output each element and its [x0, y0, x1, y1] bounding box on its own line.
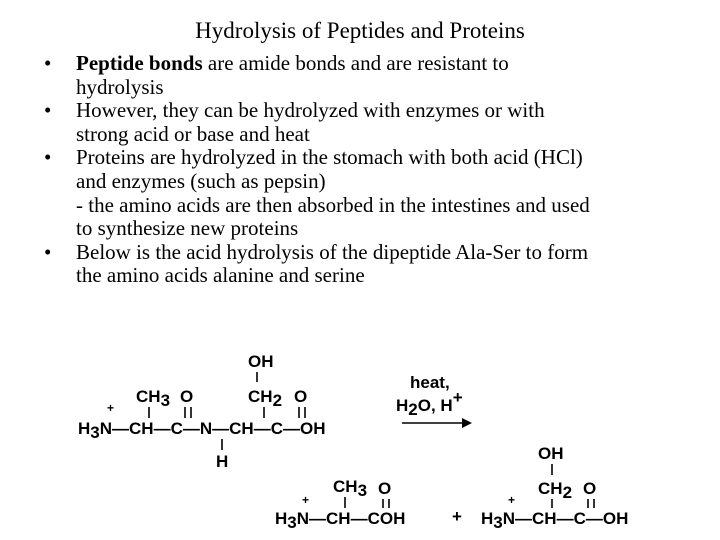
bullet-continuation: and enzymes (such as pepsin) [76, 168, 326, 193]
bullet-text: Below is the acid hydrolysis of the dipeptide Ala-Ser to form [76, 239, 589, 264]
bullet-text: However, they can be hydrolyzed with enzymes or with [76, 98, 545, 123]
bullet-bold-term: Peptide bonds [76, 51, 203, 75]
carbonyl-oxygen-label: O [180, 387, 194, 406]
carbonyl-oxygen-label: O [294, 387, 308, 406]
bullet-continuation: - the amino acids are then absorbed in the intestines and used [76, 192, 590, 217]
bullet-dot: • [44, 98, 52, 123]
reaction-conditions [396, 373, 472, 428]
plus-sign: + [452, 507, 462, 526]
carbonyl-oxygen-label: O [378, 479, 392, 498]
bullet-dot: • [44, 145, 52, 170]
ch2-group-label: CH2 [248, 387, 283, 410]
positive-charge: + [508, 493, 516, 507]
bullet-text: are amide bonds and are resistant to [202, 51, 509, 75]
dipeptide-structure [78, 352, 325, 471]
heat-label: heat, [410, 373, 450, 392]
serine-structure [481, 444, 628, 532]
amino-terminal-label: H3N—CH—C—OH [481, 509, 629, 532]
amino-terminal-label: H3N—CH—C—N—CH—C—OH [78, 419, 326, 442]
bullet-continuation: to synthesize new proteins [76, 216, 299, 241]
ch3-group-label: CH3 [333, 477, 368, 500]
bullet-continuation: strong acid or base and heat [76, 121, 310, 146]
positive-charge: + [302, 493, 310, 507]
bullet-continuation: hydrolysis [76, 74, 164, 99]
oh-group-label: OH [538, 444, 564, 463]
positive-charge: + [107, 401, 115, 415]
bullet-continuation: the amino acids alanine and serine [76, 263, 365, 288]
bullet-text: Proteins are hydrolyzed in the stomach with both acid (HCl) [76, 145, 583, 170]
ch2-group-label: CH2 [538, 479, 573, 502]
water-acid-label: H2O, H+ [396, 388, 463, 419]
amide-hydrogen-label: H [216, 452, 229, 471]
amino-terminal-label: H3N—CH—COH [275, 509, 406, 532]
alanine-structure [275, 477, 405, 532]
bullet-dot: • [44, 239, 52, 264]
slide-title: Hydrolysis of Peptides and Proteins [195, 18, 525, 43]
reaction-arrow-head [462, 418, 472, 428]
ch3-group-label: CH3 [136, 387, 171, 410]
bullet-dot: • [44, 51, 52, 75]
oh-group-label: OH [248, 352, 274, 371]
carbonyl-oxygen-label: O [583, 479, 597, 498]
